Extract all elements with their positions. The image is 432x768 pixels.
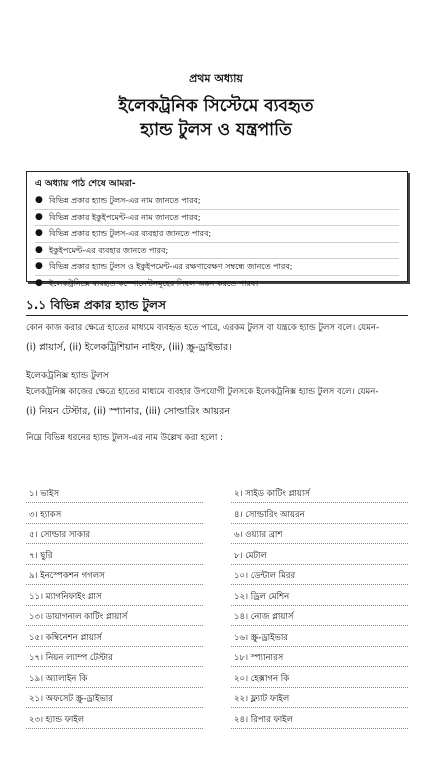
tool-item: ১৮। স্প্যানারস — [231, 651, 408, 667]
tool-item: ২৪। রিপার ফাইল — [231, 713, 408, 729]
objective-text: বিভিন্ন প্রকার হ্যান্ড টুলস-এর ব্যবহার জানতে পারব; — [49, 229, 212, 238]
bullet-icon: ● — [35, 211, 43, 222]
tools-list-intro: নিম্নে বিভিন্ন ধরনের হ্যান্ড টুলস-এর নাম উল্লেখ করা হলো : — [26, 433, 223, 443]
chapter-title — [0, 94, 432, 142]
tool-row — [26, 567, 408, 588]
tool-row — [26, 608, 408, 629]
electronics-tools-examples: (i) নিয়ন টেস্টার, (ii) স্প্যানার, (iii) সোল্ডারিং আয়রন — [26, 406, 231, 417]
definition-paragraph — [26, 318, 408, 358]
objective-item — [35, 226, 399, 243]
tool-item: ৭। ছুরি — [26, 549, 203, 565]
section-divider — [26, 315, 408, 316]
tool-row — [26, 485, 408, 506]
tool-row — [26, 690, 408, 711]
tool-item: ১১। ম্যাগনিফাইং গ্লাস — [26, 590, 203, 606]
tool-item: ২। সাইড কাটিং প্লায়ার্স — [231, 487, 408, 503]
objectives-heading: এ অধ্যায় পাঠ শেষে আমরা- — [35, 179, 136, 189]
tool-item: ৯। ইনস্পেকশন গগলস — [26, 569, 203, 585]
objectives-list — [35, 193, 399, 291]
hand-tools-list — [26, 485, 408, 731]
objective-item — [35, 193, 399, 210]
definition-line: কোন কাজ করার ক্ষেত্রে হাতের মাধ্যমে ব্যবহৃত হতে পারে, এরকম টুলস বা যন্ত্রকে হ্যান্ড টুলস বলে। যেমন- — [26, 323, 380, 333]
objective-text: ইকুইপমেন্ট-এর ব্যবহার জানতে পারব; — [49, 245, 169, 255]
objective-item — [35, 276, 399, 292]
tool-item: ১। ভাইস — [26, 487, 203, 503]
tool-item: ৩। হ্যাকস — [26, 508, 203, 524]
tool-item: ২৩। হ্যান্ড ফাইল — [26, 713, 203, 729]
tool-item: ১৯। অ্যালাইন কি — [26, 672, 203, 688]
tool-item: ১৭। নিয়ন ল্যাম্প টেস্টার — [26, 651, 203, 667]
bullet-icon: ● — [35, 244, 43, 255]
tool-row — [26, 506, 408, 527]
bullet-icon: ● — [35, 195, 43, 205]
bullet-icon: ● — [35, 228, 43, 238]
tool-item: ১৪। নোজ প্লায়ার্স — [231, 610, 408, 626]
tool-row — [26, 629, 408, 650]
tool-item: ২২। ফ্ল্যাট ফাইল — [231, 692, 408, 708]
objective-text: ইলেকট্রনিক্সে ব্যবহৃত কম্পোনেন্টসমূহের সিম্বল অঙ্কন করতে পারব। — [49, 278, 259, 288]
tool-item: ১৬। স্ক্রু-ড্রাইভার — [231, 631, 408, 647]
electronics-tools-paragraph — [26, 382, 408, 422]
tool-item: ৫। সোল্ডার সাকার — [26, 528, 203, 544]
definition-examples: (i) প্লায়ার্স, (ii) ইলেকট্রিশিয়ান নাইফ, (iii) স্ক্রু-ড্রাইভার। — [26, 342, 232, 353]
tool-item: ৪। সোল্ডারিং আয়রন — [231, 508, 408, 524]
objective-text: বিভিন্ন প্রকার হ্যান্ড টুলস-এর নাম জানতে পারব; — [49, 196, 201, 205]
tool-row — [26, 649, 408, 670]
objective-item — [35, 259, 399, 276]
tool-row — [26, 670, 408, 691]
tool-item: ২১। অফসেট স্ক্রু-ড্রাইভার — [26, 692, 203, 708]
tool-row — [26, 547, 408, 568]
electronics-tools-line: ইলেকট্রনিক্স কাজের ক্ষেত্রে হাতের মাধ্যমে ব্যবহার উপযোগী টুলসকে ইলেকট্রনিক্স হ্যান্ড টুলস বলে। যেমন- — [26, 387, 379, 397]
chapter-label: প্রথম অধ্যায় — [189, 72, 243, 85]
tool-item: ৮। মেটাল — [231, 549, 408, 565]
subsection-heading: ইলেকট্রনিক্স হ্যান্ড টুলস — [26, 371, 109, 381]
tool-item: ৬। ওয়্যার ব্রাশ — [231, 528, 408, 544]
tool-item: ১০। ডেন্টাল মিরর — [231, 569, 408, 585]
objective-item — [35, 210, 399, 227]
bullet-icon: ● — [35, 277, 43, 288]
tool-item: ১৩। ডায়াগনাল কাটিং প্লায়ার্স — [26, 610, 203, 626]
learning-objectives-box — [26, 171, 408, 288]
objective-item — [35, 243, 399, 260]
tool-item: ১২। ড্রিল মেশিন — [231, 590, 408, 606]
tool-row — [26, 588, 408, 609]
section-heading: ১.১ বিভিন্ন প্রকার হ্যান্ড টুলস — [26, 298, 166, 312]
chapter-title-line-1: ইলেকট্রনিক সিস্টেমে ব্যবহৃত — [118, 96, 314, 116]
tool-row — [26, 526, 408, 547]
bullet-icon: ● — [35, 261, 43, 271]
objective-text: বিভিন্ন প্রকার হ্যান্ড টুলস ও ইকুইপমেন্ট-এর রক্ষণাবেক্ষণ সম্বন্ধে জানতে পারব; — [49, 262, 293, 271]
tool-item: ২০। হেক্সাগন কি — [231, 672, 408, 688]
chapter-title-line-2: হ্যান্ড টুলস ও যন্ত্রপাতি — [140, 120, 292, 140]
objective-text: বিভিন্ন প্রকার ইকুইপমেন্ট-এর নাম জানতে পারব; — [49, 212, 201, 222]
tool-row — [26, 711, 408, 732]
tool-item: ১৫। কম্বিনেশন প্লায়ার্স — [26, 631, 203, 647]
